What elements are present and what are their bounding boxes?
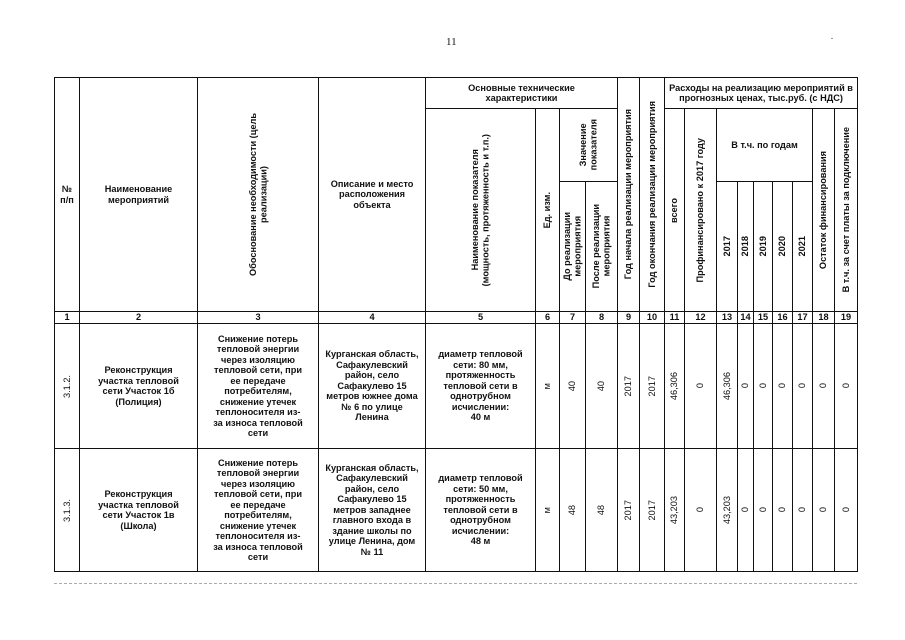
row-y2018: 0 [738,324,754,449]
row-y2020: 0 [773,324,793,449]
col-number: 6 [536,312,560,324]
row-name: Реконструкция участка тепловой сети Участок 1б (Полиция) [80,324,198,449]
row-before: 40 [560,324,586,449]
header-y2019: 2019 [754,182,773,312]
row-connection-fee: 0 [835,324,858,449]
col-number: 11 [665,312,685,324]
header-connection-fee: В т.ч. за счет платы за подключение [835,109,858,312]
header-prefinanced: Профинансировано к 2017 году [685,109,717,312]
table-row [55,449,858,572]
page-number: 11 [446,36,457,48]
row-remaining: 0 [813,324,835,449]
scan-speck [831,38,833,39]
header-y2020: 2020 [773,182,793,312]
row-year-start: 2017 [618,449,640,572]
row-after: 40 [586,324,618,449]
table-row [55,324,858,449]
row-y2021: 0 [793,449,813,572]
page-bottom-rule [54,583,857,584]
header-y2018: 2018 [738,182,754,312]
header-description: Описание и место расположения объекта [319,78,426,312]
col-number: 4 [319,312,426,324]
col-number: 1 [55,312,80,324]
header-by-years: В т.ч. по годам [717,109,813,182]
row-y2019: 0 [754,324,773,449]
row-y2021: 0 [793,324,813,449]
row-unit: м [536,449,560,572]
col-number: 8 [586,312,618,324]
header-name: Наименование мероприятий [80,78,198,312]
header-year-end: Год окончания реализации мероприятия [640,78,665,312]
col-number: 2 [80,312,198,324]
col-number: 9 [618,312,640,324]
header-remaining: Остаток финансирования [813,109,835,312]
col-number: 18 [813,312,835,324]
row-year-end: 2017 [640,449,665,572]
row-description: Курганская область, Сафакулевский район, село Сафакулево 15 метров южнее дома № 6 по улице Ленина [319,324,426,449]
col-number: 7 [560,312,586,324]
header-indicator-value: Значение показателя [560,109,618,182]
row-before: 48 [560,449,586,572]
col-number: 17 [793,312,813,324]
header-before: До реализации мероприятия [560,182,586,312]
row-justification: Снижение потерь тепловой энергии через изоляцию тепловой сети, при ее передаче потребителям, снижение утечек теплоносителя из- за износа тепловой сети [198,324,319,449]
header-unit: Ед. изм. [536,109,560,312]
col-number: 10 [640,312,665,324]
header-justification: Обоснование необходимости (цель реализации) [198,78,319,312]
header-total: всего [665,109,685,312]
header-year-start: Год начала реализации мероприятия [618,78,640,312]
header-y2021: 2021 [793,182,813,312]
row-indicator: диаметр тепловой сети: 50 мм, протяженность тепловой сети в однотрубном исчислении: 48 м [426,449,536,572]
row-y2018: 0 [738,449,754,572]
col-number: 3 [198,312,319,324]
column-number-row [55,312,858,324]
header-after: После реализации мероприятия [586,182,618,312]
col-number: 19 [835,312,858,324]
col-number: 14 [738,312,754,324]
header-costs-group: Расходы на реализацию мероприятий в прогнозных ценах, тыс.руб. (с НДС) [665,78,858,109]
row-y2017: 46,306 [717,324,738,449]
row-unit: м [536,324,560,449]
row-remaining: 0 [813,449,835,572]
row-total: 46,306 [665,324,685,449]
header-indicator-name: Наименование показателя (мощность, протяженность и т.п.) [426,109,536,312]
row-name: Реконструкция участка тепловой сети Участок 1в (Школа) [80,449,198,572]
header-tech-group: Основные технические характеристики [426,78,618,109]
row-prefinanced: 0 [685,324,717,449]
row-y2019: 0 [754,449,773,572]
row-num: 3.1.3. [55,449,80,572]
col-number: 5 [426,312,536,324]
row-description: Курганская область, Сафакулевский район, село Сафакулево 15 метров западнее главного входа в здание школы по улице Ленина, дом № 11 [319,449,426,572]
row-prefinanced: 0 [685,449,717,572]
col-number: 13 [717,312,738,324]
row-year-end: 2017 [640,324,665,449]
measures-table [54,77,858,572]
header-num: № п/п [55,78,80,312]
col-number: 15 [754,312,773,324]
row-y2017: 43,203 [717,449,738,572]
row-total: 43,203 [665,449,685,572]
col-number: 12 [685,312,717,324]
header-y2017: 2017 [717,182,738,312]
row-num: 3.1.2. [55,324,80,449]
row-justification: Снижение потерь тепловой энергии через изоляцию тепловой сети, при ее передаче потребителям, снижение утечек теплоносителя из- за износа тепловой сети [198,449,319,572]
row-y2020: 0 [773,449,793,572]
row-after: 48 [586,449,618,572]
row-year-start: 2017 [618,324,640,449]
col-number: 16 [773,312,793,324]
row-connection-fee: 0 [835,449,858,572]
row-indicator: диаметр тепловой сети: 80 мм, протяженность тепловой сети в однотрубном исчислении: 40 м [426,324,536,449]
